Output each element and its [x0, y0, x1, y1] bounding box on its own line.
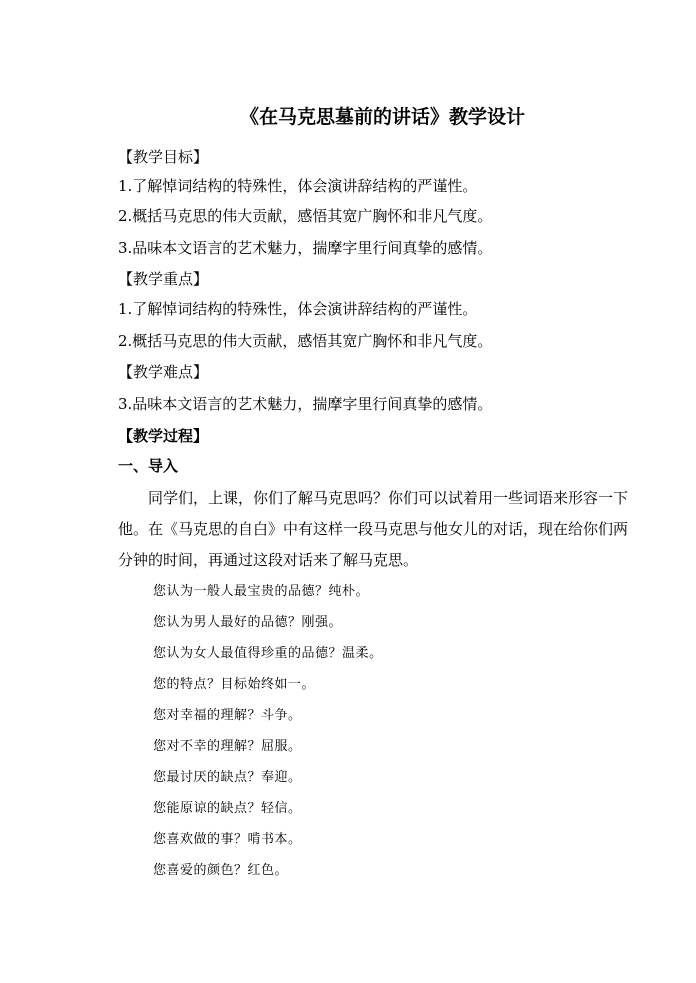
document-title: 《在马克思墓前的讲话》教学设计	[240, 106, 526, 128]
dialogue-line-4: 您的特点？目标始终如一。	[153, 677, 316, 692]
process-heading: 【教学过程】	[118, 427, 209, 445]
objectives-heading: 【教学目标】	[118, 148, 209, 166]
objective-item-2: 2.概括马克思的伟大贡献，感悟其宽广胸怀和非凡气度。	[118, 207, 493, 225]
dialogue-line-2: 您认为男人最好的品德？刚强。	[153, 615, 343, 630]
key-points-heading: 【教学重点】	[118, 270, 209, 288]
intro-heading: 一、导入	[118, 457, 179, 475]
dialogue-line-10: 您喜爱的颜色？红色。	[153, 863, 289, 878]
objective-item-3: 3.品味本文语言的艺术魅力，揣摩字里行间真挚的感情。	[118, 239, 493, 257]
key-point-item-1: 1.了解悼词结构的特殊性，体会演讲辞结构的严谨性。	[118, 300, 478, 318]
dialogue-line-3: 您认为女人最值得珍重的品德？温柔。	[153, 646, 383, 661]
dialogue-line-7: 您最讨厌的缺点？奉迎。	[153, 770, 302, 785]
dialogue-line-5: 您对幸福的理解？斗争。	[153, 708, 302, 723]
objective-item-1: 1.了解悼词结构的特殊性，体会演讲辞结构的严谨性。	[118, 177, 478, 195]
difficulty-item-1: 3.品味本文语言的艺术魅力，揣摩字里行间真挚的感情。	[118, 395, 493, 413]
dialogue-line-8: 您能原谅的缺点？轻信。	[153, 801, 302, 816]
dialogue-line-1: 您认为一般人最宝贵的品德？纯朴。	[153, 584, 370, 599]
intro-paragraph: 同学们，上课，你们了解马克思吗？你们可以试着用一些词语来形容一下他。在《马克思的自白》中有这样一段马克思与他女儿的对话，现在给你们两分钟的时间，再通过这段对话来了解马克思。	[118, 489, 629, 569]
key-point-item-2: 2.概括马克思的伟大贡献，感悟其宽广胸怀和非凡气度。	[118, 332, 493, 350]
dialogue-line-9: 您喜欢做的事？啃书本。	[153, 832, 302, 847]
difficulties-heading: 【教学难点】	[118, 363, 209, 381]
dialogue-line-6: 您对不幸的理解？屈服。	[153, 739, 302, 754]
